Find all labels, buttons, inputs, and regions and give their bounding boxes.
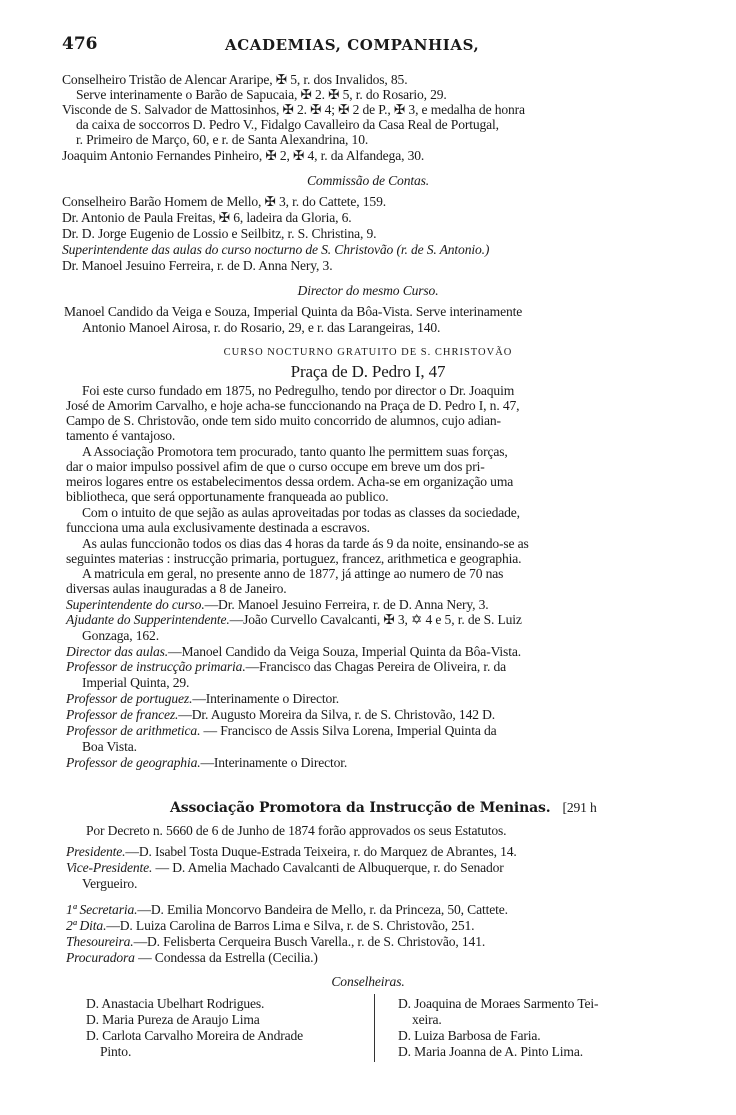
column-divider [374,994,375,1062]
staff-role: Professor de portuguez. [66,691,193,706]
officer-value: —D. Luiza Carolina de Barros Lima e Silva, r. de S. Christovão, 251. [106,918,475,933]
staff-entry [66,707,495,722]
officer-entry [66,918,474,933]
officer-role: Presidente. [66,844,126,859]
staff-entry [82,628,159,643]
paragraph-line: As aulas funccionão todos os dias das 4 horas da tarde ás 9 da noite, ensinando-se as [82,536,529,551]
staff-value: —Francisco das Chagas Pereira de Oliveira, r. da [245,659,507,674]
officer-value: —D. Felisberta Cerqueira Busch Varella., r. de S. Christovão, 141. [133,934,486,949]
officer-role: Thesoureira. [66,934,134,949]
paragraph-line: Com o intuito de que sejão as aulas aproveitadas por todas as classes da sociedade, [82,505,520,520]
officer-value: — Condessa da Estrella (Cecilia.) [134,950,318,965]
staff-entry [66,723,497,738]
paragraph-line: tamento é vantajoso. [66,428,176,443]
text-line: Conselheiro Barão Homem de Mello, ✠ 3, r. do Cattete, 159. [62,194,386,209]
officer-value: —D. Emilia Moncorvo Bandeira de Mello, r. da Princeza, 50, Cattete. [137,902,508,917]
paragraph-line: bibliotheca, que será opportunamente franqueada ao publico. [66,489,389,504]
officer-entry [82,876,137,891]
staff-role: Superintendente do curso. [66,597,205,612]
text-line: Dr. Antonio de Paula Freitas, ✠ 6, ladeira da Gloria, 6. [62,210,352,225]
conselheira-left: D. Maria Pureza de Araujo Lima [86,1012,260,1027]
officer-entry [66,950,318,965]
officer-entry [66,934,485,949]
officer-role: Procuradora [66,950,135,965]
staff-entry [66,691,339,706]
text-line: r. Primeiro de Março, 60, e r. de Santa Alexandrina, 10. [76,132,369,147]
conselheira-left: Pinto. [100,1044,132,1059]
paragraph-line: Campo de S. Christovão, onde tem sido muito concorrido de alumnos, cujo adian- [66,413,501,428]
text-line: Joaquim Antonio Fernandes Pinheiro, ✠ 2, ✠ 4, r. da Alfandega, 30. [62,148,425,163]
text-line: Por Decreto n. 5660 de 6 de Junho de 1874 forão approvados os seus Estatutos. [86,823,507,838]
conselheira-right: xeira. [412,1012,442,1027]
officer-value: Vergueiro. [82,876,138,891]
staff-value: —Interinamente o Director. [192,691,340,706]
text-line: Superintendente das aulas do curso nocturno de S. Christovão (r. de S. Antonio.) [62,242,490,257]
staff-value: Boa Vista. [82,739,137,754]
running-title: ACADEMIAS, COMPANHIAS, [225,36,480,54]
page-number: 476 [62,34,98,54]
staff-entry [66,644,521,659]
staff-role: Professor de francez. [66,707,179,722]
paragraph-line: A Associação Promotora tem procurado, tanto quanto lhe permittem suas forças, [82,444,508,459]
officer-role: 2ª Dita. [66,918,107,933]
section-heading: Director do mesmo Curso. [297,283,439,298]
address-heading: Praça de D. Pedro I, 47 [290,362,446,381]
staff-value: —Dr. Manoel Jesuino Ferreira, r. de D. Anna Nery, 3. [204,597,489,612]
conselheira-left: D. Carlota Carvalho Moreira de Andrade [86,1028,304,1043]
paragraph-line: funcciona uma aula exclusivamente destinada a escravos. [66,520,370,535]
conselheira-right: D. Luiza Barbosa de Faria. [398,1028,541,1043]
staff-value: Gonzaga, 162. [82,628,159,643]
paragraph-line: meiros logares entre os estabelecimentos dessa ordem. Acha-se em organização uma [66,474,514,489]
text-line: Dr. Manoel Jesuino Ferreira, r. de D. Anna Nery, 3. [62,258,333,273]
staff-value: — Francisco de Assis Silva Lorena, Imperial Quinta da [200,723,497,738]
paragraph-line: seguintes materias : instrucção primaria, portuguez, francez, arithmetica e geographia. [66,551,522,566]
staff-value: —Dr. Augusto Moreira da Silva, r. de S. Christovão, 142 D. [178,707,496,722]
conselheira-right: D. Maria Joanna de A. Pinto Lima. [398,1044,583,1059]
staff-entry [82,675,189,690]
staff-value: —João Curvello Cavalcanti, ✠ 3, ✡ 4 e 5, r. de S. Luiz [229,612,522,627]
staff-role: Ajudante do Supperintendente. [66,612,230,627]
paragraph-line: A matricula em geral, no presente anno de 1877, já attinge ao numero de 70 nas [82,566,504,581]
staff-entry [66,659,506,674]
section-heading: Commissão de Contas. [307,173,429,188]
paragraph-line: José de Amorim Carvalho, e hoje acha-se funccionando na Praça de D. Pedro I, n. 47, [66,398,520,413]
text-line: Antonio Manoel Airosa, r. do Rosario, 29, e r. das Larangeiras, 140. [82,320,441,335]
paragraph-line: dar o maior impulso possivel afim de que o curso occupe em breve um dos pri- [66,459,485,474]
staff-entry [82,739,137,754]
officer-entry [66,844,517,859]
text-line: da caixa de soccorros D. Pedro V., Fidalgo Cavalleiro da Casa Real de Portugal, [76,117,499,132]
officer-entry [66,902,508,917]
staff-value: Imperial Quinta, 29. [82,675,190,690]
heading-tail: [291 h [562,800,597,815]
conselheira-left: D. Anastacia Ubelhart Rodrigues. [86,996,265,1011]
association-heading [170,800,597,816]
staff-entry [66,597,489,612]
section-heading: Conselheiras. [331,974,405,989]
staff-entry [66,612,522,627]
text-line: Dr. D. Jorge Eugenio de Lossio e Seilbitz, r. S. Christina, 9. [62,226,377,241]
text-line: Visconde de S. Salvador de Mattosinhos, ✠ 2. ✠ 4; ✠ 2 de P., ✠ 3, e medalha de honra [62,102,525,117]
staff-role: Professor de geographia. [66,755,201,770]
staff-value: —Interinamente o Director. [200,755,348,770]
staff-value: —Manoel Candido da Veiga Souza, Imperial Quinta da Bôa-Vista. [168,644,521,659]
section-heading: CURSO NOCTURNO GRATUITO DE S. CHRISTOVÃO [223,347,513,358]
conselheira-right: D. Joaquina de Moraes Sarmento Tei- [398,996,599,1011]
text-line: Conselheiro Tristão de Alencar Araripe, ✠ 5, r. dos Invalidos, 85. [62,72,408,87]
text-line: Manoel Candido da Veiga e Souza, Imperial Quinta da Bôa-Vista. Serve interinamente [64,304,523,319]
staff-entry [66,755,347,770]
staff-role: Professor de instrucção primaria. [66,659,246,674]
paragraph-line: Foi este curso fundado em 1875, no Pedregulho, tendo por director o Dr. Joaquim [82,383,515,398]
text-line: Serve interinamente o Barão de Sapucaia, ✠ 2. ✠ 5, r. do Rosario, 29. [76,87,447,102]
staff-role: Professor de arithmetica. [66,723,201,738]
officer-role: Vice-Presidente. [66,860,153,875]
officer-value: — D. Amelia Machado Cavalcanti de Albuquerque, r. do Senador [152,860,504,875]
paragraph-line: diversas aulas inauguradas a 8 de Janeiro. [66,581,287,596]
officer-role: 1ª Secretaria. [66,902,138,917]
officer-entry [66,860,504,875]
association-name: Associação Promotora da Instrucção de Meninas. [170,800,551,816]
staff-role: Director das aulas. [66,644,168,659]
officer-value: —D. Isabel Tosta Duque-Estrada Teixeira, r. do Marquez de Abrantes, 14. [125,844,517,859]
